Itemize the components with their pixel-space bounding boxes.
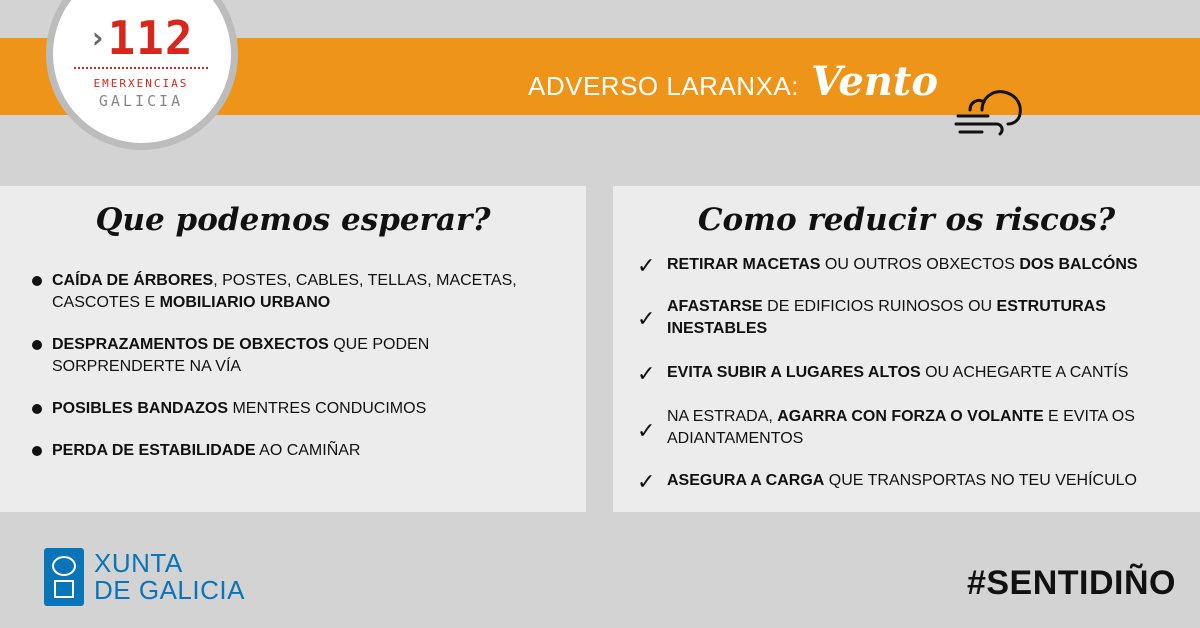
bullet-icon — [32, 446, 42, 456]
checkmark-icon: ✓ — [637, 469, 656, 494]
list-item — [32, 334, 562, 378]
xunta-line2: DE GALICIA — [94, 575, 245, 605]
list-item — [637, 470, 1187, 492]
expectations-list — [32, 270, 562, 482]
wind-cloud-icon — [952, 80, 1032, 144]
checkmark-icon: ✓ — [637, 253, 656, 278]
emerxencias-logo — [66, 11, 216, 110]
item-bold: DESPRAZAMENTOS DE OBXECTOS — [52, 336, 329, 353]
alert-label: ADVERSO LARANXA: — [528, 71, 799, 101]
item-text: OU ACHEGARTE A CANTÍS — [920, 364, 1129, 381]
risk-reduction-heading: Como reducir os riscos? — [697, 202, 1116, 238]
expectations-heading: Que podemos esperar? — [95, 202, 491, 238]
item-text: DE EDIFICIOS RUINOSOS OU — [762, 298, 997, 315]
item-prefix: NA ESTRADA, — [667, 408, 778, 425]
checkmark-icon: ✓ — [637, 306, 656, 331]
item-bold: AFASTARSE — [667, 298, 763, 315]
item-bold-2: ESTRUTURAS INESTABLES — [667, 298, 1106, 337]
item-bold: RETIRAR MACETAS — [667, 256, 821, 273]
item-text: QUE PODEN SORPRENDERTE NA VÍA — [52, 336, 430, 375]
galicia-crest-icon — [44, 548, 84, 606]
risk-reduction-list — [637, 254, 1187, 492]
item-text: QUE TRANSPORTAS NO TEU VEHÍCULO — [824, 472, 1137, 489]
item-text: OU OUTROS OBXECTOS — [820, 256, 1020, 273]
item-bold: ASEGURA A CARGA — [667, 472, 825, 489]
bullet-icon — [32, 276, 42, 286]
checkmark-icon: ✓ — [637, 418, 656, 443]
risk-reduction-panel — [613, 186, 1200, 512]
xunta-logo — [44, 548, 245, 606]
list-item — [637, 296, 1187, 340]
xunta-wordmark — [94, 550, 245, 604]
list-item — [32, 398, 562, 420]
item-text: AO CAMIÑAR — [255, 442, 361, 459]
chevron-right-icon: › — [88, 21, 108, 56]
list-item — [637, 406, 1187, 450]
item-bold: EVITA SUBIR A LUGARES ALTOS — [667, 364, 921, 381]
item-bold-2: MOBILIARIO URBANO — [159, 294, 331, 311]
bullet-icon — [32, 340, 42, 350]
item-bold-2: DOS BALCÓNS — [1019, 256, 1138, 273]
item-bold: AGARRA CON FORZA O VOLANTE — [777, 408, 1044, 425]
list-item — [32, 440, 562, 462]
logo-line2: GALICIA — [98, 92, 184, 110]
item-text: , POSTES, CABLES, TELLAS, MACETAS, CASCOTES E — [52, 272, 517, 311]
alert-type: Vento — [810, 58, 939, 105]
item-bold: POSIBLES BANDAZOS — [52, 400, 229, 417]
campaign-hashtag: #SENTIDIÑO — [966, 564, 1176, 602]
item-bold: PERDA DE ESTABILIDADE — [52, 442, 256, 459]
item-text: E EVITA OS ADIANTAMENTOS — [667, 408, 1135, 447]
xunta-line1: XUNTA — [94, 548, 183, 578]
alert-title — [528, 58, 938, 108]
checkmark-icon: ✓ — [637, 361, 656, 386]
item-text: MENTRES CONDUCIMOS — [228, 400, 427, 417]
item-bold: CAÍDA DE ÁRBORES — [52, 272, 214, 289]
bullet-icon — [32, 404, 42, 414]
logo-number-text: 112 — [107, 11, 194, 65]
logo-divider — [74, 67, 208, 73]
list-item — [32, 270, 562, 314]
list-item — [637, 362, 1187, 384]
expectations-panel — [0, 186, 586, 512]
logo-line1: EMERXENCIAS — [93, 77, 189, 90]
logo-number — [66, 11, 216, 65]
list-item — [637, 254, 1187, 276]
